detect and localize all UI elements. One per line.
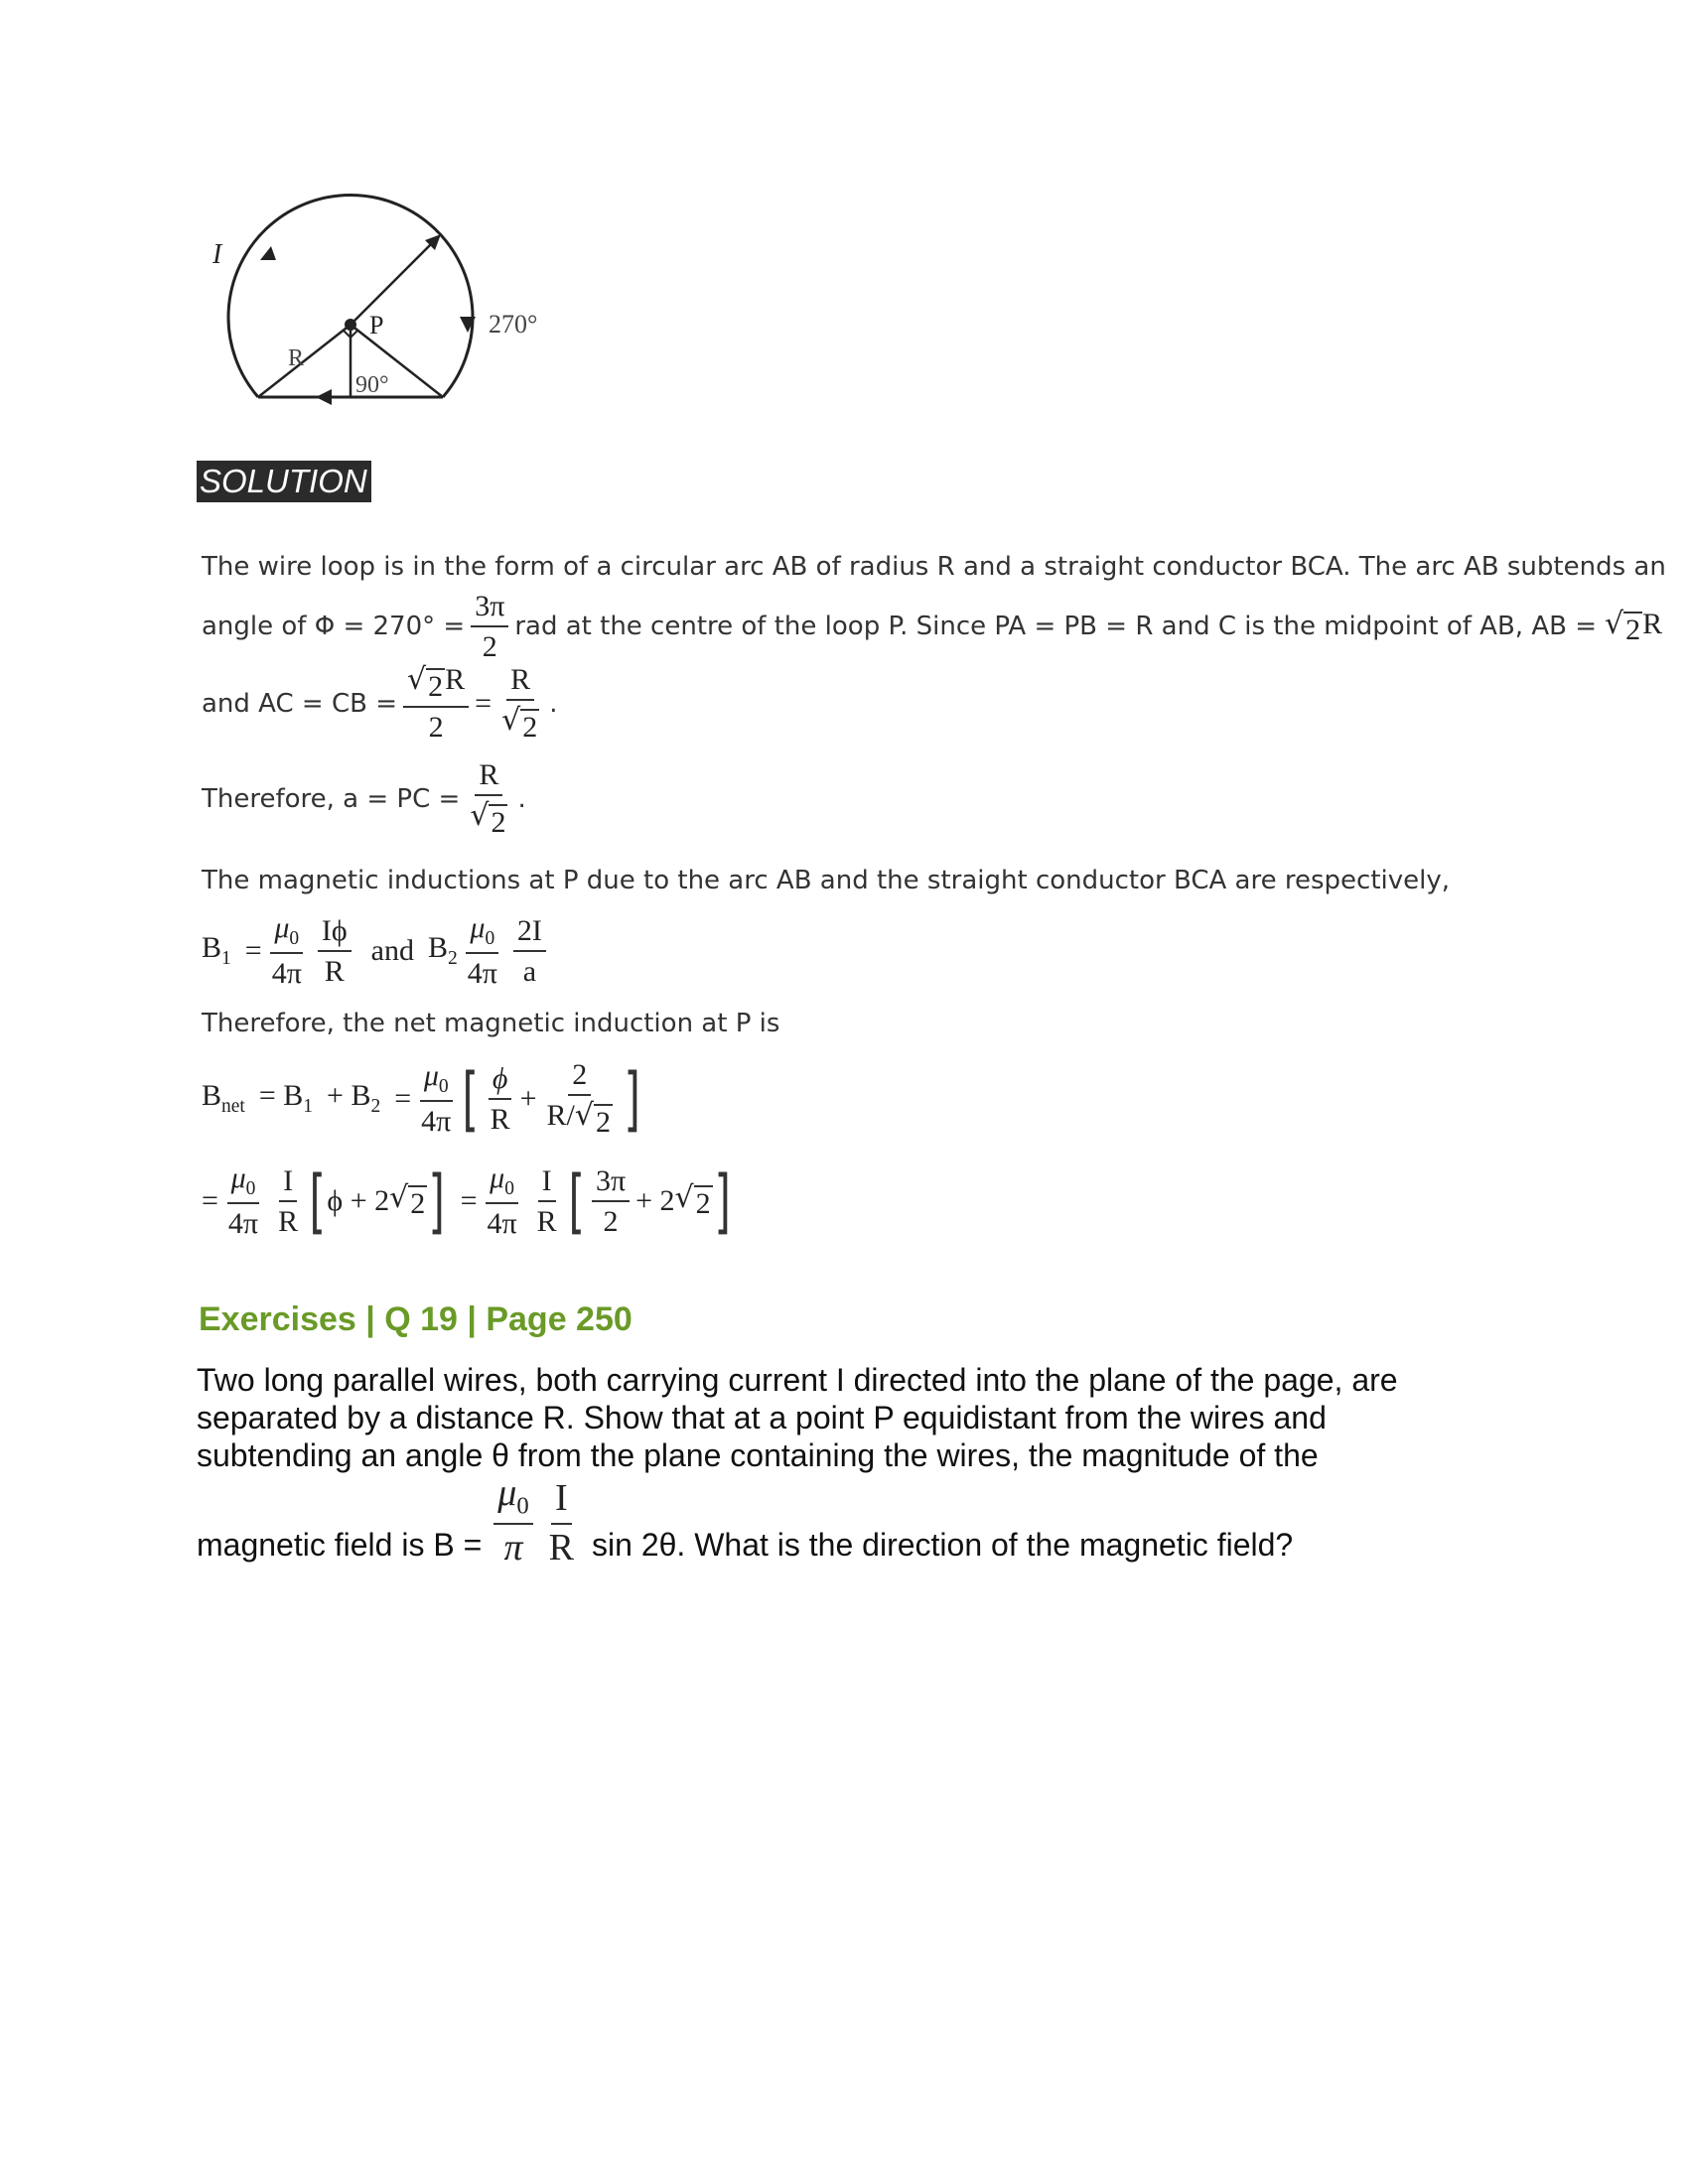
fraction: √ 2 R 2 — [403, 663, 469, 744]
math-symbol: = — [460, 1183, 478, 1217]
question-line-4 — [197, 1473, 1293, 1570]
arc-angle-label: 270° — [489, 310, 538, 339]
numerator: 3π — [471, 590, 508, 627]
radius-pa — [258, 325, 351, 397]
math-symbol: = — [202, 1183, 218, 1217]
fraction: R √ 2 — [470, 758, 506, 839]
solution-text: The wire loop is in the form of a circular arc AB of radius R and a straight conductor BCA. The arc AB subtends an — [202, 552, 1666, 582]
sqrt-argument: 2 — [1625, 613, 1641, 646]
solution-line-2 — [202, 590, 1662, 663]
math-symbol: R — [1642, 607, 1663, 640]
fraction — [471, 590, 508, 663]
fraction: $\frac{3\pi}{2}$ — [592, 1164, 630, 1238]
solution-badge: SOLUTION — [197, 461, 371, 502]
math-text: and — [370, 933, 414, 967]
radius-label: R — [288, 345, 305, 371]
question-line-3: subtending an angle θ from the plane containing the wires, the magnitude of the — [197, 1437, 1319, 1473]
sqrt-argument: 2 — [491, 806, 506, 839]
solution-line-1 — [202, 552, 1666, 582]
right-bracket: ] — [624, 1057, 640, 1140]
solution-line-5 — [202, 866, 1450, 895]
left-bracket: [ — [568, 1160, 585, 1242]
circuit-figure — [199, 189, 576, 427]
numerator: R — [506, 663, 534, 701]
math-symbol: = — [244, 933, 262, 967]
solution-text: Therefore, a = PC = — [202, 783, 461, 814]
solution-text: angle of Φ = 270° = — [202, 612, 466, 641]
left-bracket: [ — [462, 1057, 480, 1140]
math-symbol: = — [394, 1081, 412, 1115]
fraction: $\frac{2I}{a}$ — [513, 914, 546, 988]
fraction: $\frac{I\phi}{R}$ — [318, 914, 352, 988]
question-text: sin 2θ. What is the direction of the magnetic field? — [592, 1526, 1294, 1563]
solution-line-4 — [202, 758, 526, 839]
math-symbol: $B_1$ — [202, 931, 231, 970]
fraction: $\frac{I}{R}$ — [536, 1163, 557, 1238]
center-point — [345, 319, 356, 331]
sqrt-argument: 2 — [428, 670, 444, 703]
fraction: $\frac{\phi}{R}$ — [490, 1061, 510, 1136]
math-text: + 2 — [635, 1183, 675, 1217]
fraction: $\frac{\mu_0}{4\pi}$ — [227, 1161, 259, 1241]
sqrt-argument: 2 — [695, 1187, 711, 1221]
solution-text: Therefore, the net magnetic induction at P is — [202, 1009, 780, 1038]
fraction: $\frac{\mu_0}{4\pi}$ — [271, 911, 302, 991]
fraction: $\frac{I}{R}$ — [278, 1163, 299, 1238]
question-text: magnetic field is B = — [197, 1526, 483, 1563]
solution-text: The magnetic inductions at P due to the arc AB and the straight conductor BCA are respectively, — [202, 866, 1450, 895]
arc-left-arrowhead — [260, 246, 276, 260]
math-symbol: = — [475, 686, 492, 720]
fraction: 2 R/ √ 2 — [546, 1058, 612, 1139]
sqrt-expression: √ 2 R — [1605, 606, 1663, 646]
right-angle-label: 90° — [355, 372, 389, 398]
exercise-heading: Exercises | Q 19 | Page 250 — [199, 1300, 633, 1338]
question-line-1: Two long parallel wires, both carrying current I directed into the plane of the page, are — [197, 1362, 1398, 1398]
punctuation: . — [549, 688, 558, 719]
left-bracket: [ — [309, 1160, 326, 1242]
numerator: R — [475, 758, 502, 796]
fraction: $\frac{\mu_0}{4\pi}$ — [487, 1161, 517, 1241]
math-symbol: $B_2$ — [427, 931, 458, 970]
fraction: $\frac{I}{R}$ — [548, 1477, 575, 1569]
equation-bnet — [202, 1058, 641, 1139]
math-symbol: = $B_1$ — [258, 1079, 314, 1117]
fraction: $\frac{\mu_0}{\pi}$ — [493, 1473, 532, 1570]
fraction: $\frac{\mu_0}{4\pi}$ — [421, 1058, 452, 1139]
solution-line-6 — [202, 1009, 779, 1038]
current-label: I — [212, 239, 222, 270]
equation-b1-b2 — [202, 911, 552, 990]
denominator: 2 — [482, 630, 497, 663]
fraction: R √ 2 — [501, 663, 538, 744]
right-bracket: ] — [714, 1160, 731, 1242]
math-symbol: $B_{net}$ — [202, 1079, 245, 1117]
sqrt-argument: 2 — [522, 711, 538, 744]
solution-text: rad at the centre of the loop P. Since PA = PB = R and C is the midpoint of AB, AB = — [514, 612, 1598, 641]
center-label: P — [369, 311, 384, 340]
equation-bnet-result: = $\frac{\mu_0}{4\pi}$ $\frac{I}{R}$ [ ϕ + 2 √ 2 ] = $\frac{\mu_0}{4\pi}$ $\frac{I}{R}$ [ $\frac{3\pi}{2}$ + 2 √ 2 ] — [202, 1160, 731, 1242]
chord-arrowhead — [316, 389, 332, 405]
math-symbol: + $B_2$ — [327, 1079, 381, 1117]
denominator: 2 — [428, 711, 444, 744]
question-line-2: separated by a distance R. Show that at a point P equidistant from the wires and — [197, 1400, 1327, 1435]
punctuation: . — [517, 783, 526, 814]
fraction: $\frac{\mu_0}{4\pi}$ — [467, 911, 497, 991]
radius-arrow — [351, 238, 437, 325]
solution-text: and AC = CB = — [202, 688, 398, 719]
solution-line-3 — [202, 663, 557, 744]
math-text: ϕ + 2 — [327, 1183, 390, 1217]
sqrt-argument: 2 — [410, 1187, 426, 1221]
right-bracket: ] — [428, 1160, 446, 1242]
math-symbol: + — [519, 1081, 537, 1115]
math-symbol: R — [445, 663, 466, 696]
